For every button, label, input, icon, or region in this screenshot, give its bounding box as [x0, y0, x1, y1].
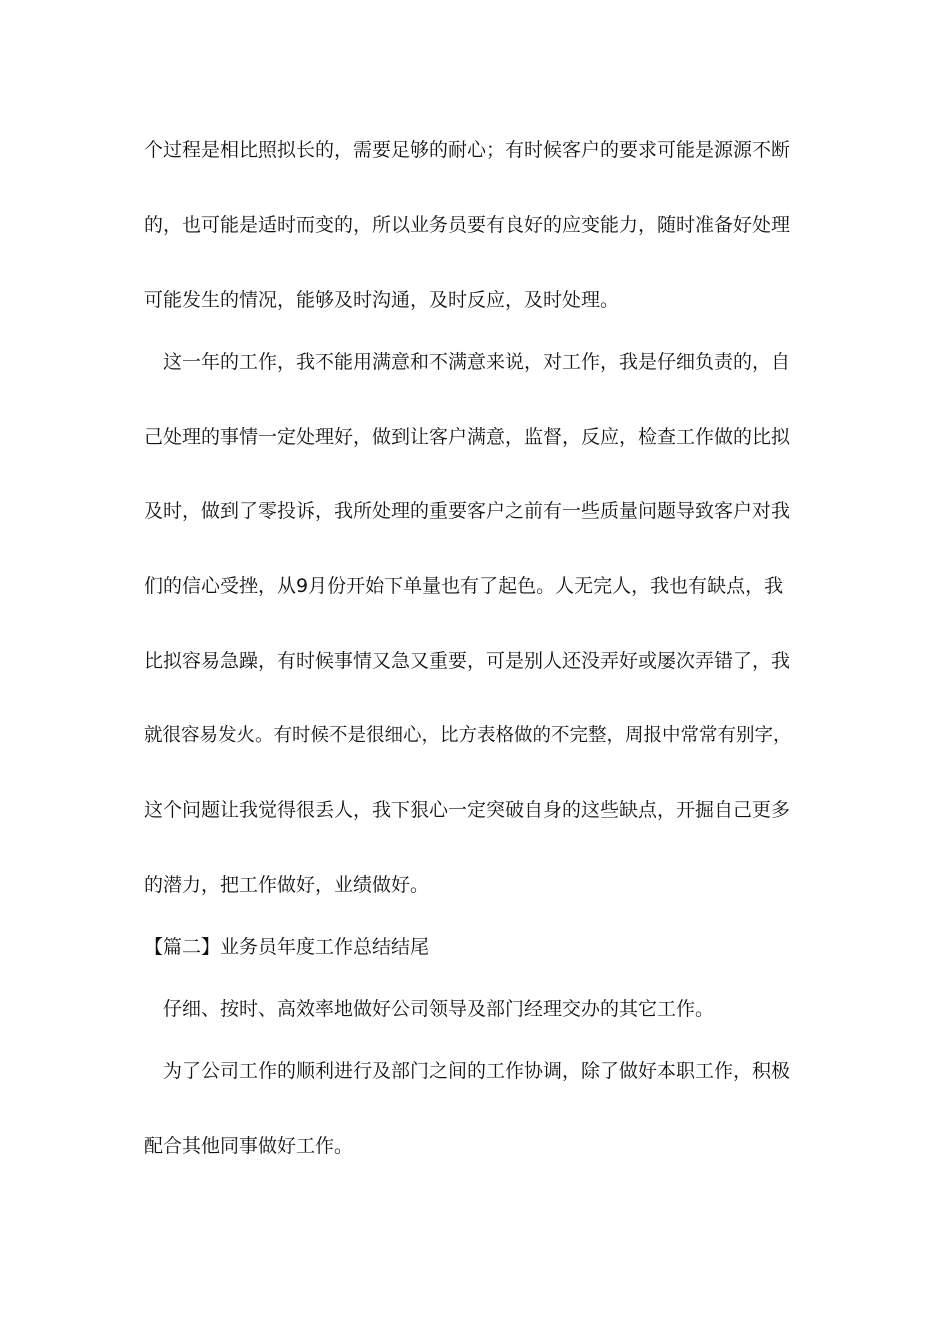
paragraph-line: 可能发生的情况，能够及时沟通，及时反应，及时处理。	[144, 289, 620, 311]
paragraph-line: 的，也可能是适时而变的，所以业务员要有良好的应变能力，随时准备好处理	[144, 214, 791, 236]
paragraph-line: 这个问题让我觉得很丢人，我下狠心一定突破自身的这些缺点，开掘自己更多	[144, 799, 791, 821]
paragraph-line: 个过程是相比照拟长的，需要足够的耐心；有时候客户的要求可能是源源不断	[144, 139, 791, 161]
paragraph-line: 为了公司工作的顺利进行及部门之间的工作协调，除了做好本职工作，积极	[163, 1060, 791, 1082]
paragraph-line: 的潜力，把工作做好，业绩做好。	[144, 874, 430, 896]
section-heading: 【篇二】业务员年度工作总结结尾	[144, 936, 430, 958]
paragraph-line: 仔细、按时、高效率地做好公司领导及部门经理交办的其它工作。	[163, 998, 715, 1020]
paragraph-line: 就很容易发火。有时候不是很细心，比方表格做的不完整，周报中常常有别字，	[144, 725, 792, 746]
paragraph-line: 这一年的工作，我不能用满意和不满意来说，对工作，我是仔细负责的，自	[163, 351, 791, 373]
paragraph-line: 及时，做到了零投诉，我所处理的重要客户之前有一些质量问题导致客户对我	[144, 500, 791, 522]
paragraph-line: 们的信心受挫，从9月份开始下单量也有了起色。人无完人，我也有缺点，我	[144, 575, 784, 597]
paragraph-line: 比拟容易急躁，有时候事情又急又重要，可是别人还没弄好或屡次弄错了，我	[144, 650, 791, 672]
paragraph-line: 配合其他同事做好工作。	[144, 1135, 354, 1157]
paragraph-line: 己处理的事情一定处理好，做到让客户满意，监督，反应，检查工作做的比拟	[144, 426, 791, 448]
